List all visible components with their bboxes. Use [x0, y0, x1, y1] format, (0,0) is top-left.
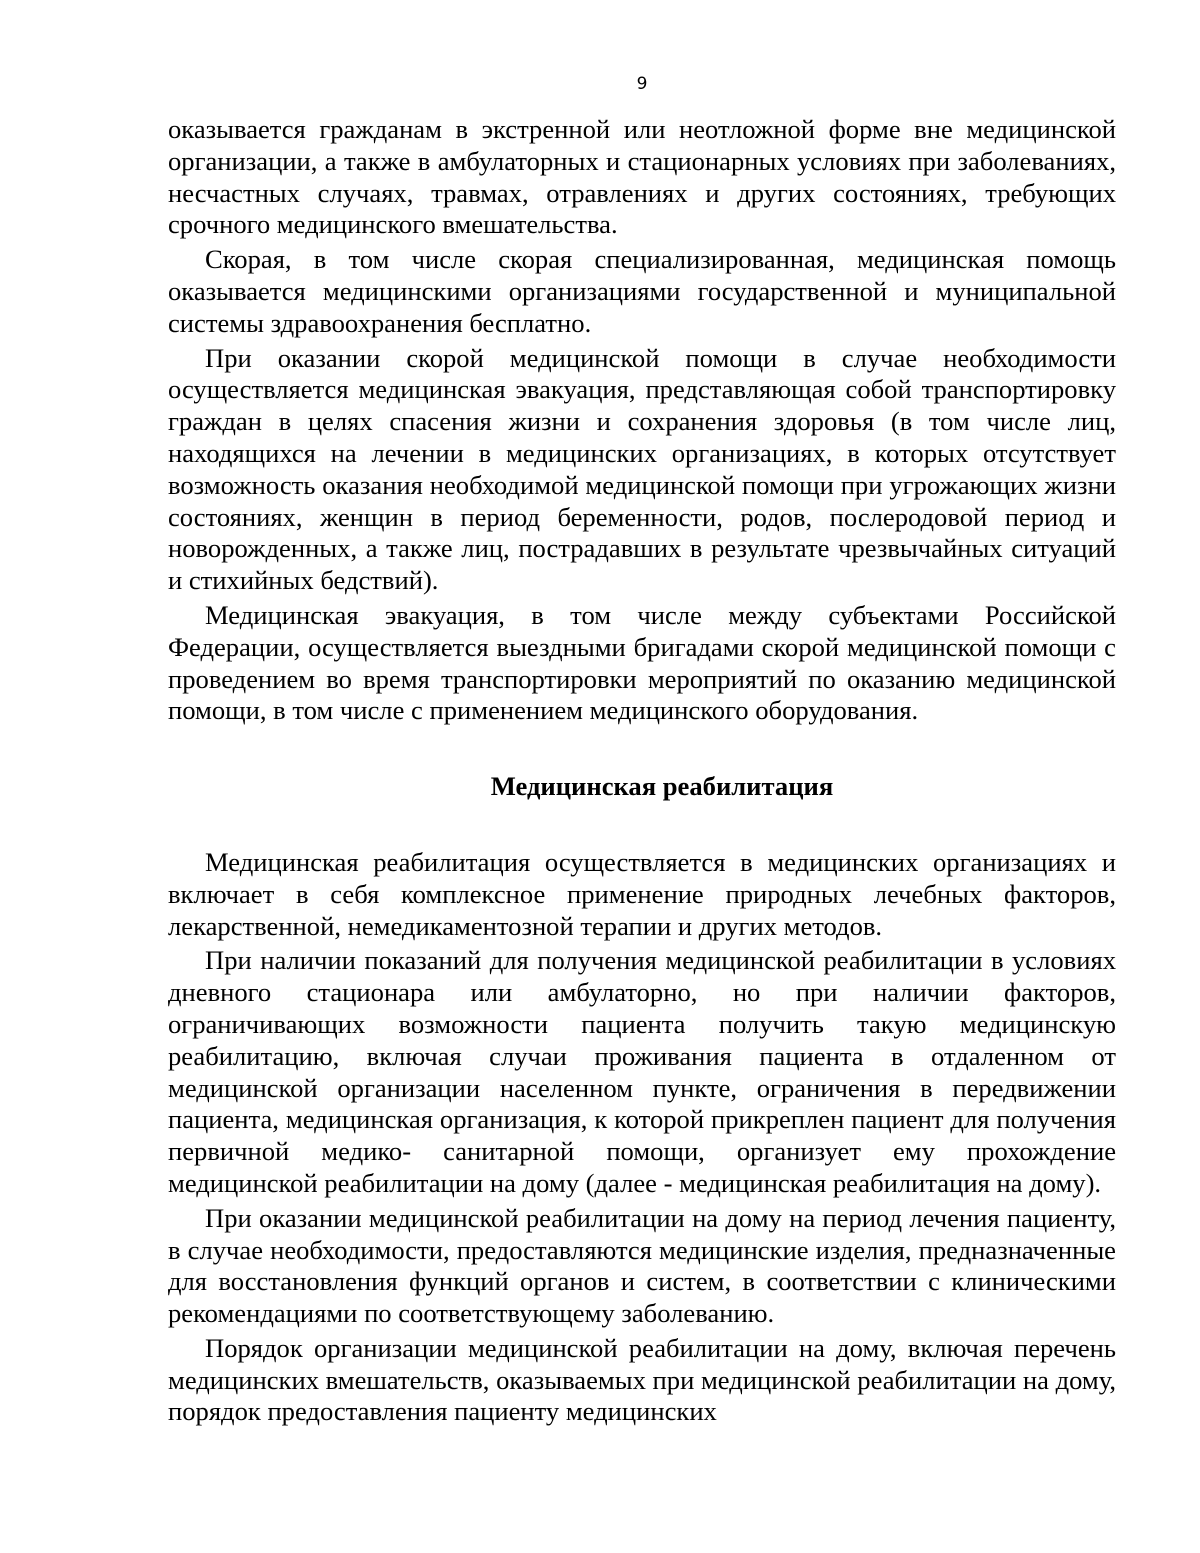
paragraph-ambulance-free: Скорая, в том числе скорая специализированная, медицинская помощь оказывается медицинскими организациями государственной и муниципальной системы здравоохранения бесплатно. — [168, 244, 1116, 338]
paragraph-evacuation-teams: Медицинская эвакуация, в том числе между субъектами Российской Федерации, осуществляется выездными бригадами скорой медицинской помощи с проведением во время транспортировки мероприятий по оказанию медицинской помощи, в том числе с применением медицинского оборудования. — [168, 599, 1116, 726]
paragraph-medical-devices: При оказании медицинской реабилитации на дому на период лечения пациенту, в случае необходимости, предоставляются медицинские изделия, предназначенные для восстановления функций органов и систем, в соответствии с клиническими рекомендациями по соответствующему заболеванию. — [168, 1202, 1116, 1329]
paragraph-continuation: оказывается гражданам в экстренной или неотложной форме вне медицинской организации, а также в амбулаторных и стационарных условиях при заболеваниях, несчастных случаях, травмах, отравлениях и других состояниях, требующих срочного медицинского вмешательства. — [168, 114, 1116, 240]
paragraph-rehabilitation-definition: Медицинская реабилитация осуществляется в медицинских организациях и включает в себя комплексное применение природных лечебных факторов, лекарственной, немедикаментозной терапии и других методов. — [168, 846, 1116, 941]
page-number: 9 — [636, 74, 648, 94]
paragraph-home-rehabilitation: При наличии показаний для получения медицинской реабилитации в условиях дневного стационара или амбулаторно, но при наличии факторов, ограничивающих возможности пациента получить такую медицинскую реабилитацию, включая случаи проживания пациента в отдаленном от медицинской организации населенном пункте, ограничения в передвижении пациента, медицинская организация, к которой прикреплен пациент для получения первичной медико- санитарной помощи, организует ему прохождение медицинской реабилитации на дому (далее - медицинская реабилитация на дому). — [168, 945, 1116, 1198]
section-heading: Медицинская реабилитация — [490, 771, 834, 802]
paragraph-medical-evacuation: При оказании скорой медицинской помощи в случае необходимости осуществляется медицинская эвакуация, представляющая собой транспортировку граждан в целях спасения жизни и сохранения здоровья (в том числе лиц, находящихся на лечении в медицинских организациях, в которых отсутствует возможность оказания необходимой медицинской помощи при угрожающих жизни состояниях, женщин в период беременности, родов, послеродовой период и новорожденных, а также лиц, пострадавших в результате чрезвычайных ситуаций и стихийных бедствий). — [168, 342, 1116, 596]
paragraph-procedure: Порядок организации медицинской реабилитации на дому, включая перечень медицинских вмешательств, оказываемых при медицинской реабилитации на дому, порядок предоставления пациенту медицинских — [168, 1332, 1116, 1427]
document-body — [168, 114, 1116, 1428]
